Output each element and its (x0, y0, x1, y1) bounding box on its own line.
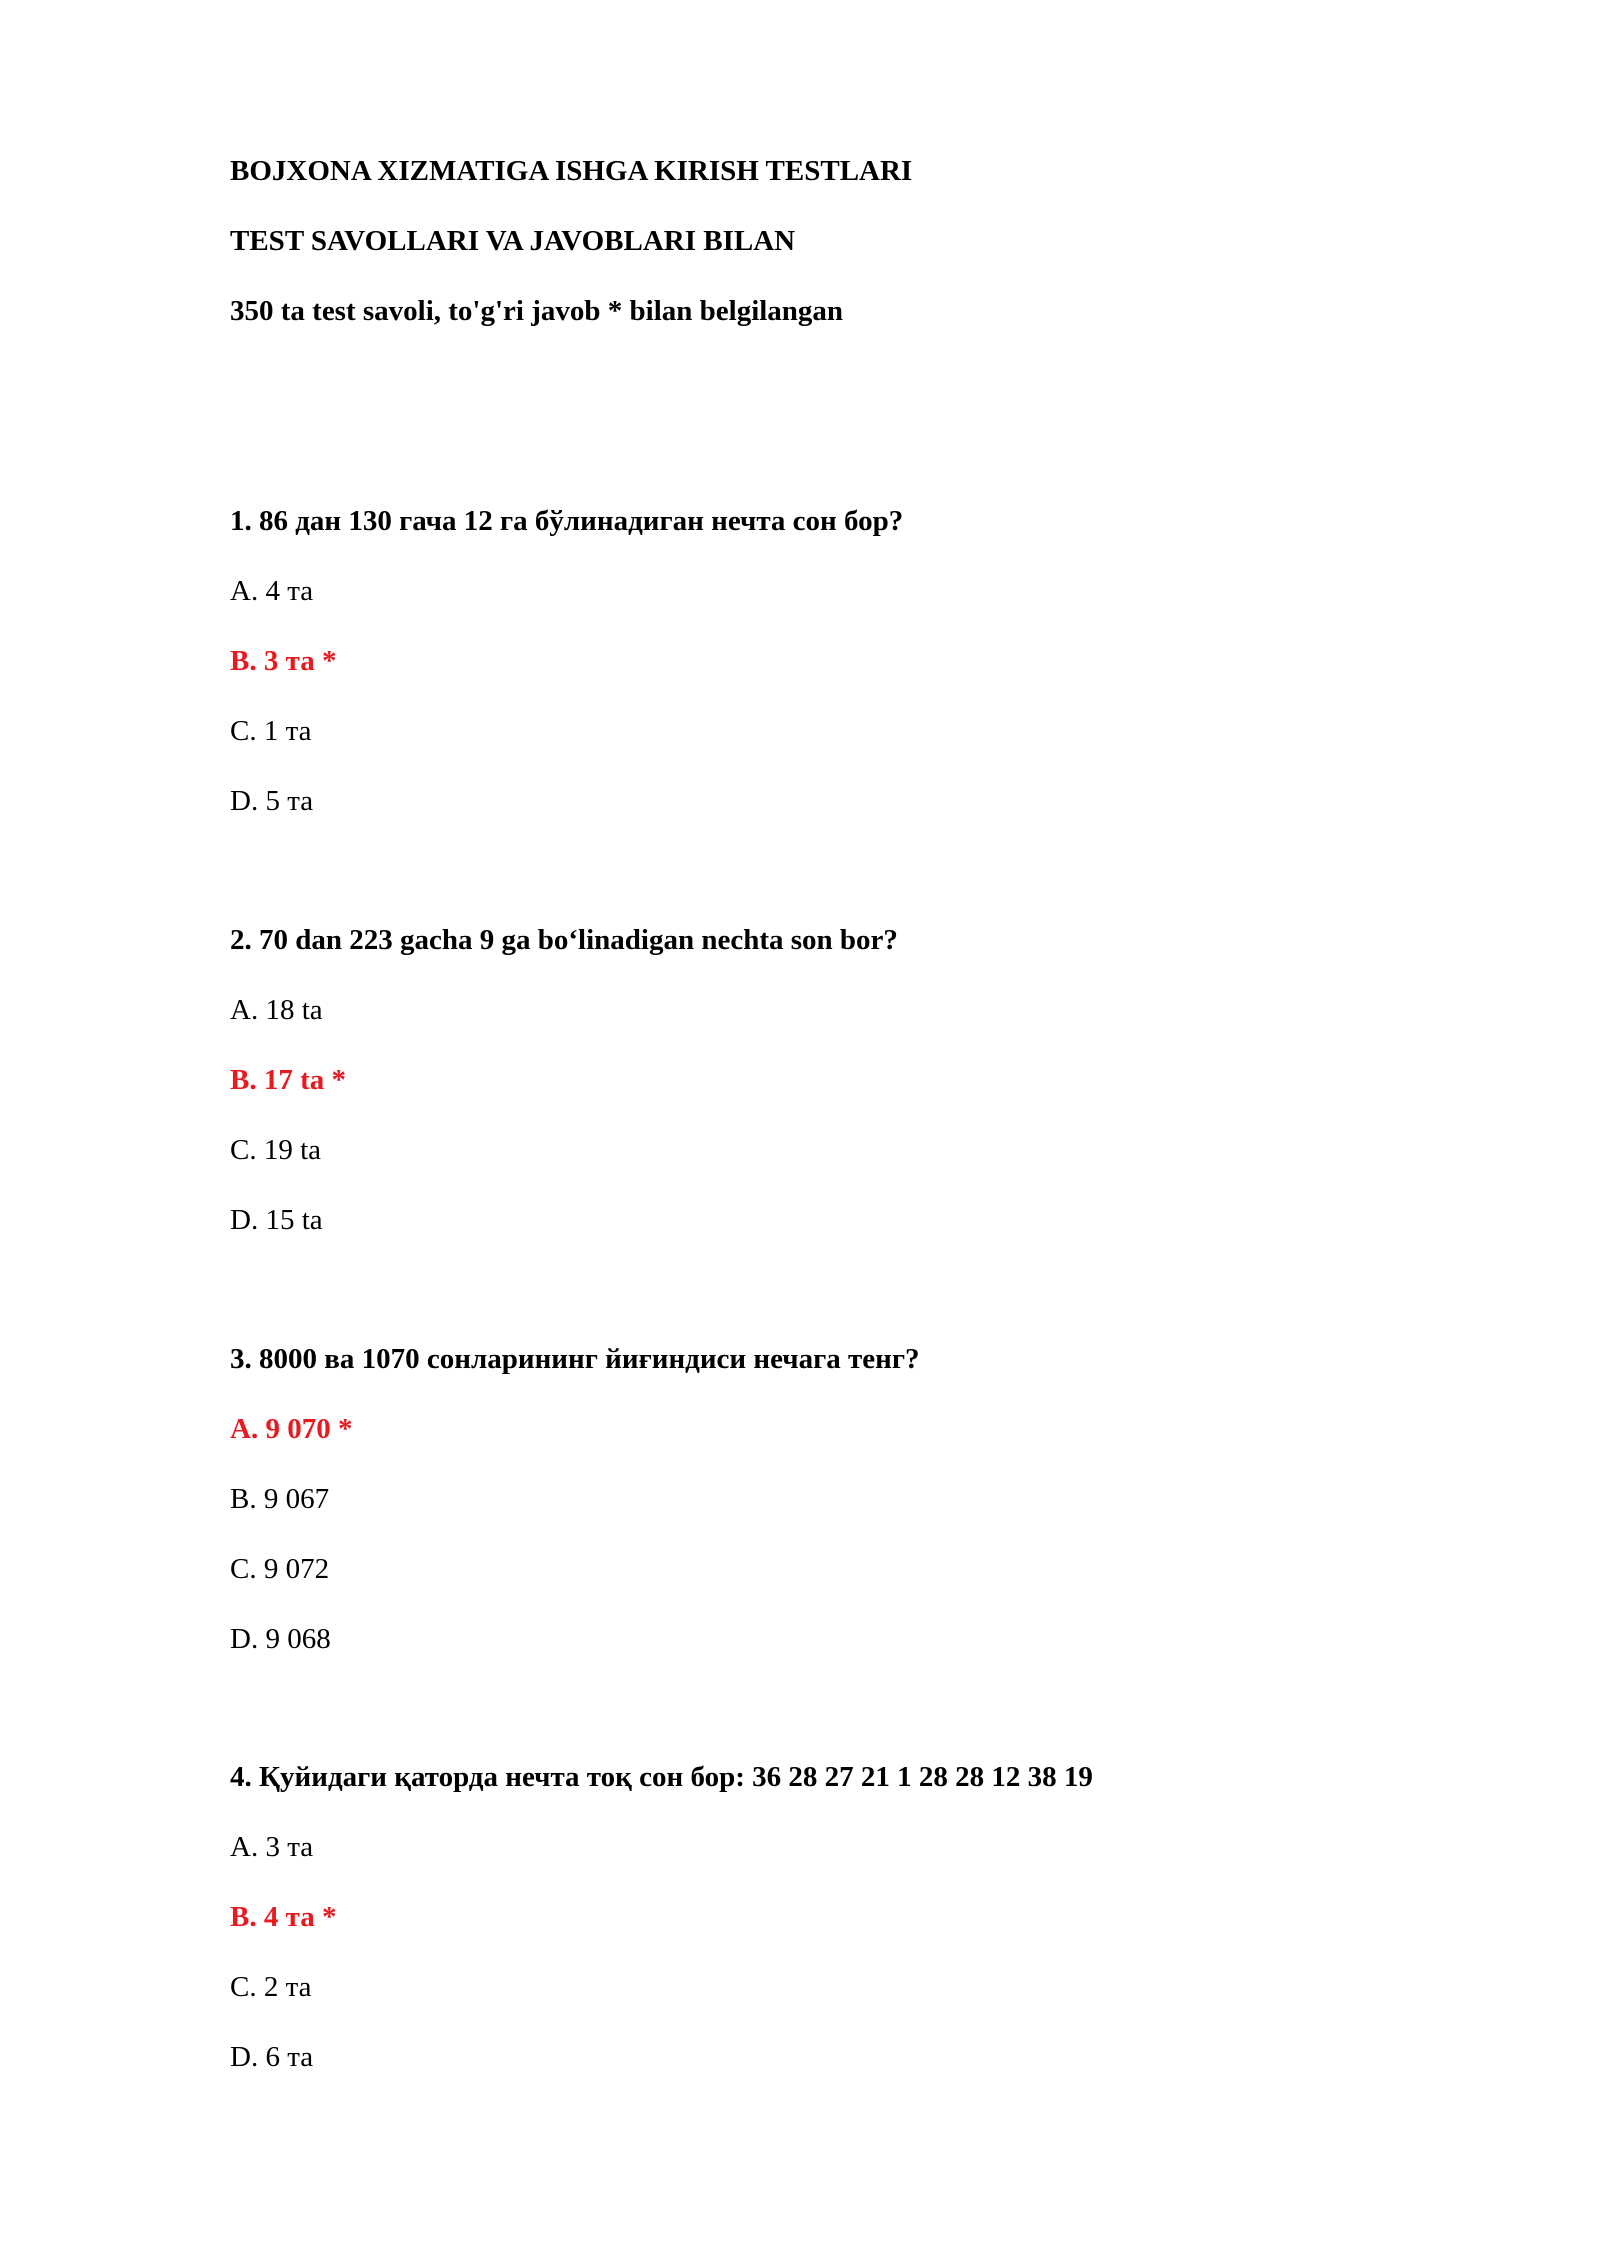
question-2-option-c: C. 19 ta (230, 1134, 322, 1166)
question-3-option-b: B. 9 067 (230, 1483, 330, 1515)
question-3-option-a-correct: A. 9 070 * (230, 1413, 353, 1445)
question-4-option-c: C. 2 та (230, 1971, 312, 2003)
document-title-secondary: TEST SAVOLLARI VA JAVOBLARI BILAN (230, 225, 796, 257)
question-2-option-b-correct: B. 17 ta * (230, 1064, 346, 1096)
question-2-option-d: D. 15 ta (230, 1204, 323, 1236)
question-3-text: 3. 8000 ва 1070 сонларининг йиғиндиси нечага тенг? (230, 1343, 920, 1375)
question-1-option-d: D. 5 та (230, 785, 314, 817)
document-subtitle: 350 ta test savoli, to'g'ri javob * bilan belgilangan (230, 295, 844, 327)
question-1-option-c: C. 1 та (230, 715, 312, 747)
question-4-option-b-correct: B. 4 та * (230, 1901, 337, 1933)
question-3-option-c: C. 9 072 (230, 1553, 330, 1585)
question-2-option-a: A. 18 ta (230, 994, 323, 1026)
question-1-option-a: A. 4 та (230, 575, 314, 607)
question-2-text: 2. 70 dan 223 gacha 9 ga bo‘linadigan nechta son bor? (230, 924, 898, 956)
question-3-option-d: D. 9 068 (230, 1623, 331, 1655)
question-4-option-d: D. 6 та (230, 2041, 314, 2073)
question-1-text: 1. 86 дан 130 гача 12 га бўлинадиган нечта сон бор? (230, 505, 904, 537)
question-4-text: 4. Қуйидаги қаторда нечта тоқ сон бор: 36 28 27 21 1 28 28 12 38 19 (230, 1761, 1093, 1793)
question-4-option-a: A. 3 та (230, 1831, 314, 1863)
question-1-option-b-correct: B. 3 та * (230, 645, 337, 677)
document-title: BOJXONA XIZMATIGA ISHGA KIRISH TESTLARI (230, 155, 913, 187)
